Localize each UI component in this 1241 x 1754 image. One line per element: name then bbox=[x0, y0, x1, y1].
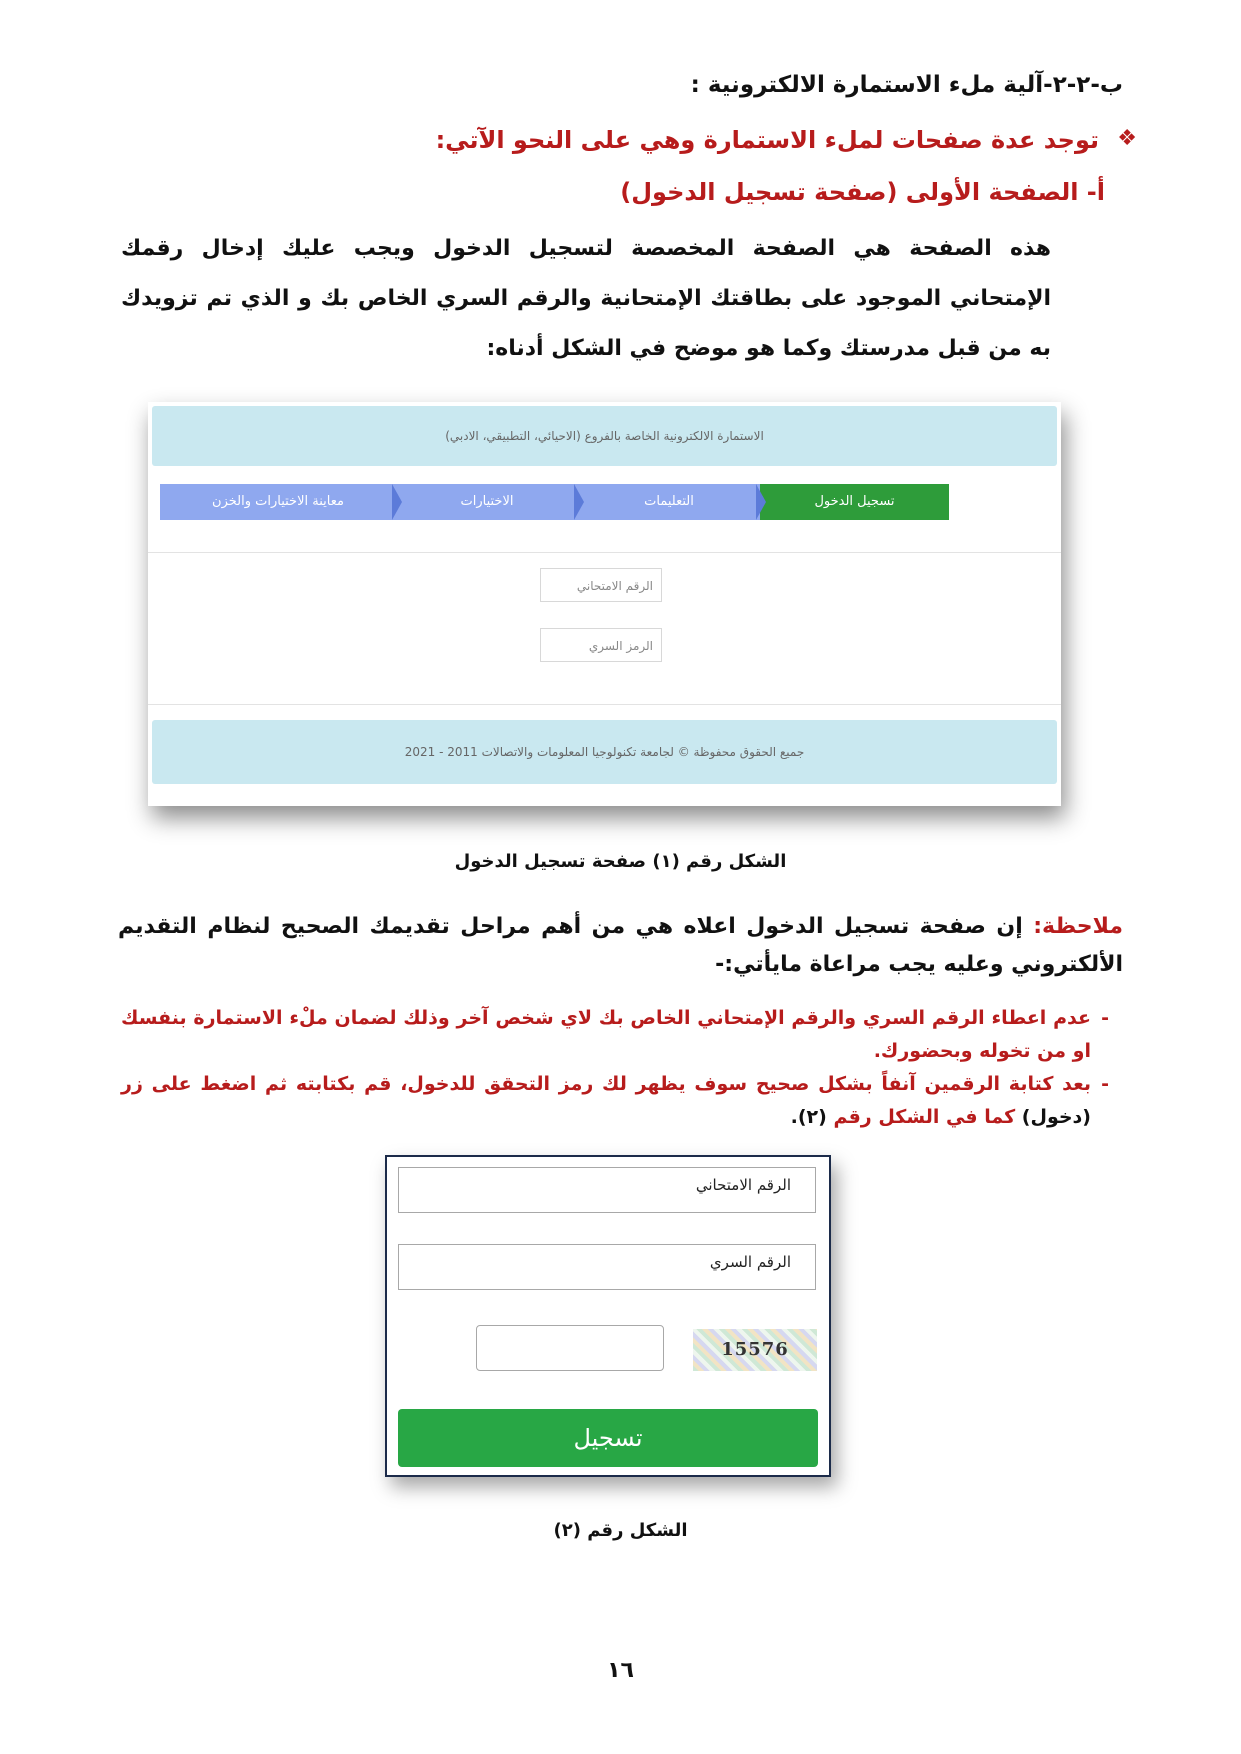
form-footer: جميع الحقوق محفوظة © لجامعة تكنولوجيا المعلومات والاتصالات 2011 - 2021 bbox=[152, 720, 1057, 784]
tab-choices[interactable]: الاختيارات bbox=[396, 484, 578, 520]
list-item-text: بعد كتابة الرقمين آنفاً بشكل صحيح سوف يظهر لك رمز التحقق للدخول، قم بكتابته ثم اضغط على زر bbox=[121, 1073, 1091, 1095]
form-header: الاستمارة الالكترونية الخاصة بالفروع (الاحيائي، التطبيقي، الادبي) bbox=[152, 406, 1057, 466]
bullet-text: توجد عدة صفحات لملء الاستمارة وهي على النحو الآتي: bbox=[435, 126, 1099, 154]
divider bbox=[148, 704, 1061, 705]
list-item bbox=[121, 1002, 1109, 1068]
tab-separator-arrow-icon bbox=[392, 484, 402, 520]
enter-keyword: (دخول) bbox=[1021, 1106, 1091, 1128]
tab-login[interactable]: تسجيل الدخول bbox=[760, 484, 949, 520]
bullet-line bbox=[435, 126, 1137, 154]
captcha-image: 15576 bbox=[693, 1329, 817, 1371]
figure-2-login-form bbox=[385, 1155, 831, 1477]
intro-paragraph: هذه الصفحة هي الصفحة المخصصة لتسجيل الدخول ويجب عليك إدخال رقمك الإمتحاني الموجود على بطاقتك الإمتحانية والرقم السري الخاص بك و الذي تم تزويدك به من قبل مدرستك وكما هو موضح في الشكل أدناه: bbox=[121, 236, 1051, 361]
figure-ref: (٢). bbox=[790, 1106, 827, 1128]
list-item-text: كما في الشكل رقم bbox=[826, 1106, 1022, 1128]
note-text: إن صفحة تسجيل الدخول اعلاه هي من أهم مراحل تقديمك الصحيح لنظام التقديم الألكتروني وعليه يجب مراعاة مايأتي:- bbox=[118, 914, 1123, 977]
tab-preview-save[interactable]: معاينة الاختيارات والخزن bbox=[160, 484, 396, 520]
tab-separator-arrow-icon bbox=[756, 484, 766, 520]
list-item-text: عدم اعطاء الرقم السري والرقم الإمتحاني الخاص بك لاي شخص آخر وذلك لضمان ملْء الاستمارة بنفسك او من تخوله وبحضورك. bbox=[121, 1007, 1091, 1062]
tab-instructions[interactable]: التعليمات bbox=[578, 484, 760, 520]
diamond-bullet-icon: ❖ bbox=[1117, 126, 1137, 151]
tabs-bar bbox=[160, 484, 1047, 520]
figure-1-caption: الشكل رقم (١) صفحة تسجيل الدخول bbox=[454, 851, 787, 872]
divider bbox=[148, 552, 1061, 553]
exam-number-field[interactable]: الرقم الامتحاني bbox=[398, 1167, 816, 1213]
secret-code-input[interactable]: الرمز السري bbox=[540, 628, 662, 662]
secret-number-field[interactable]: الرقم السري bbox=[398, 1244, 816, 1290]
register-button[interactable]: تسجيل bbox=[398, 1409, 818, 1467]
exam-number-input[interactable]: الرقم الامتحاني bbox=[540, 568, 662, 602]
note-paragraph bbox=[118, 908, 1123, 984]
tab-separator-arrow-icon bbox=[574, 484, 584, 520]
dash-bullet: - bbox=[1101, 1073, 1109, 1095]
section-heading: ب-٢-٢-آلية ملء الاستمارة الالكترونية : bbox=[690, 72, 1123, 98]
subheading: أ- الصفحة الأولى (صفحة تسجيل الدخول) bbox=[620, 178, 1105, 206]
dash-bullet: - bbox=[1101, 1007, 1109, 1029]
list-item bbox=[121, 1068, 1109, 1134]
figure-1-login-page bbox=[148, 402, 1061, 806]
note-label: ملاحظة: bbox=[1033, 914, 1123, 939]
captcha-input[interactable] bbox=[476, 1325, 664, 1371]
page-number: ١٦ bbox=[607, 1658, 634, 1683]
figure-2-caption: الشكل رقم (٢) bbox=[553, 1520, 688, 1541]
